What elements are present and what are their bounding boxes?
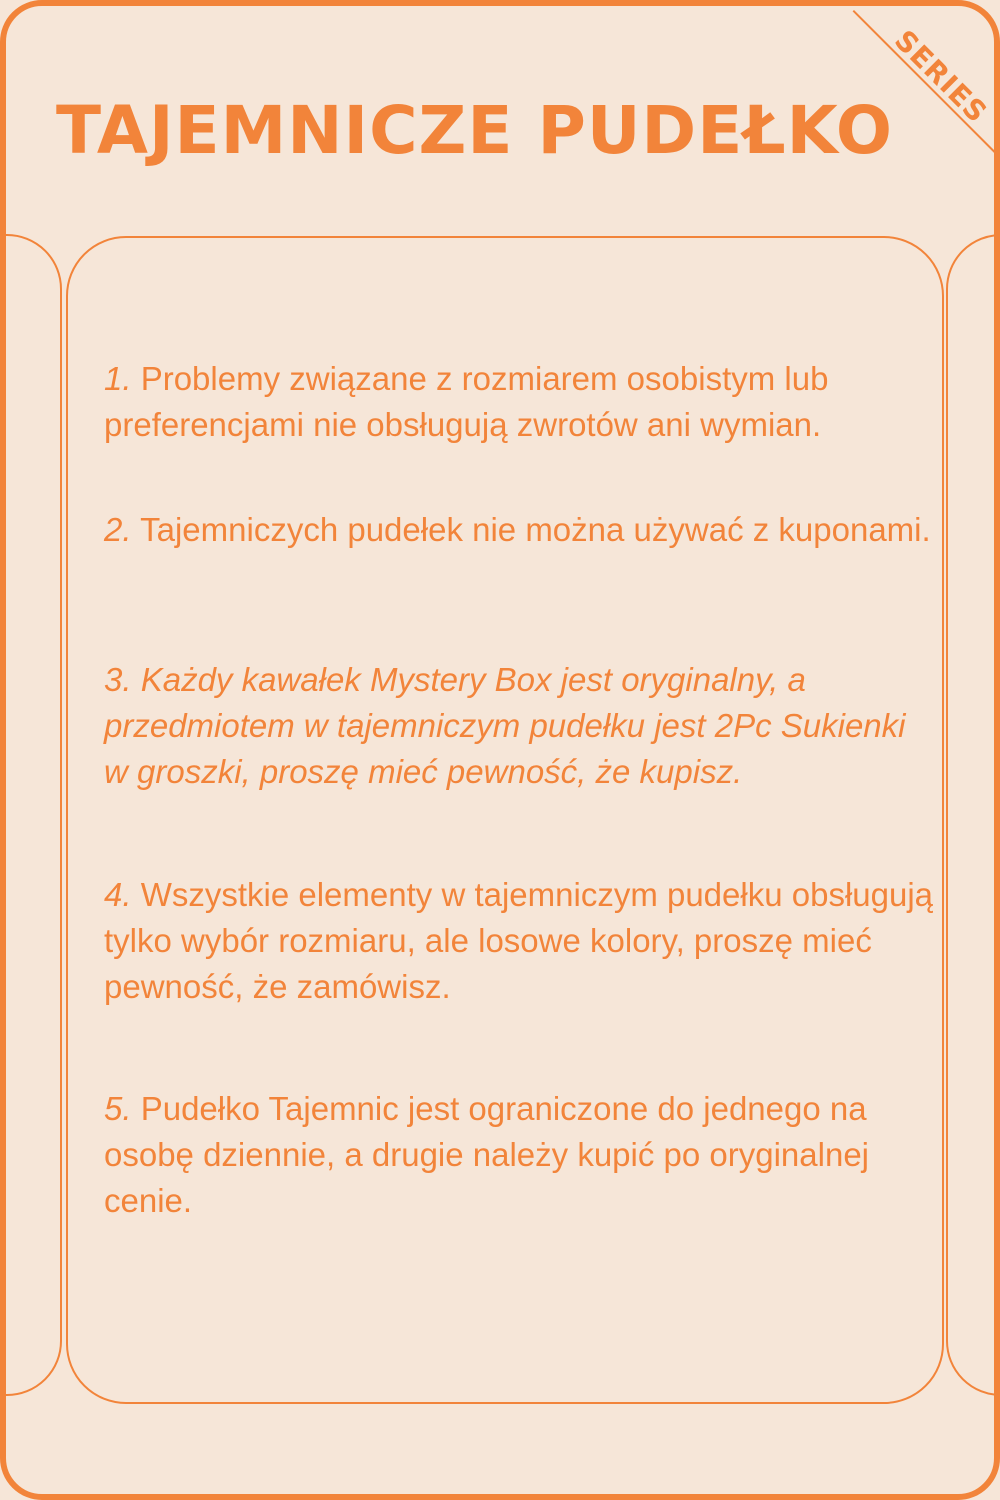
series-badge: SERIES (888, 23, 994, 130)
rule-text: Tajemniczych pudełek nie można używać z kuponami. (140, 511, 931, 548)
rule-item (104, 872, 934, 1010)
rule-item (104, 356, 934, 448)
rule-number: 4. (104, 876, 132, 913)
rule-number: 5. (104, 1090, 132, 1127)
card-title: TAJEMNICZE PUDEŁKO (56, 92, 893, 169)
rule-item (104, 1086, 934, 1224)
right-edge-tab (946, 234, 1000, 1396)
rule-number: 1. (104, 360, 132, 397)
rule-text: Pudełko Tajemnic jest ograniczone do jednego na osobę dziennie, a drugie należy kupić po oryginalnej cenie. (104, 1090, 870, 1219)
rule-text: Każdy kawałek Mystery Box jest oryginalny, a przedmiotem w tajemniczym pudełku jest 2Pc Sukienki w groszki, proszę mieć pewność, że kupisz. (104, 661, 906, 790)
rule-text: Wszystkie elementy w tajemniczym pudełku obsługują tylko wybór rozmiaru, ale losowe kolory, proszę mieć pewność, że zamówisz. (104, 876, 934, 1005)
rule-number: 3. (104, 661, 132, 698)
rule-item (104, 507, 934, 553)
rule-item (104, 657, 934, 795)
left-edge-tab (0, 234, 62, 1396)
rule-text: Problemy związane z rozmiarem osobistym lub preferencjami nie obsługują zwrotów ani wymian. (104, 360, 829, 443)
rule-number: 2. (104, 511, 132, 548)
